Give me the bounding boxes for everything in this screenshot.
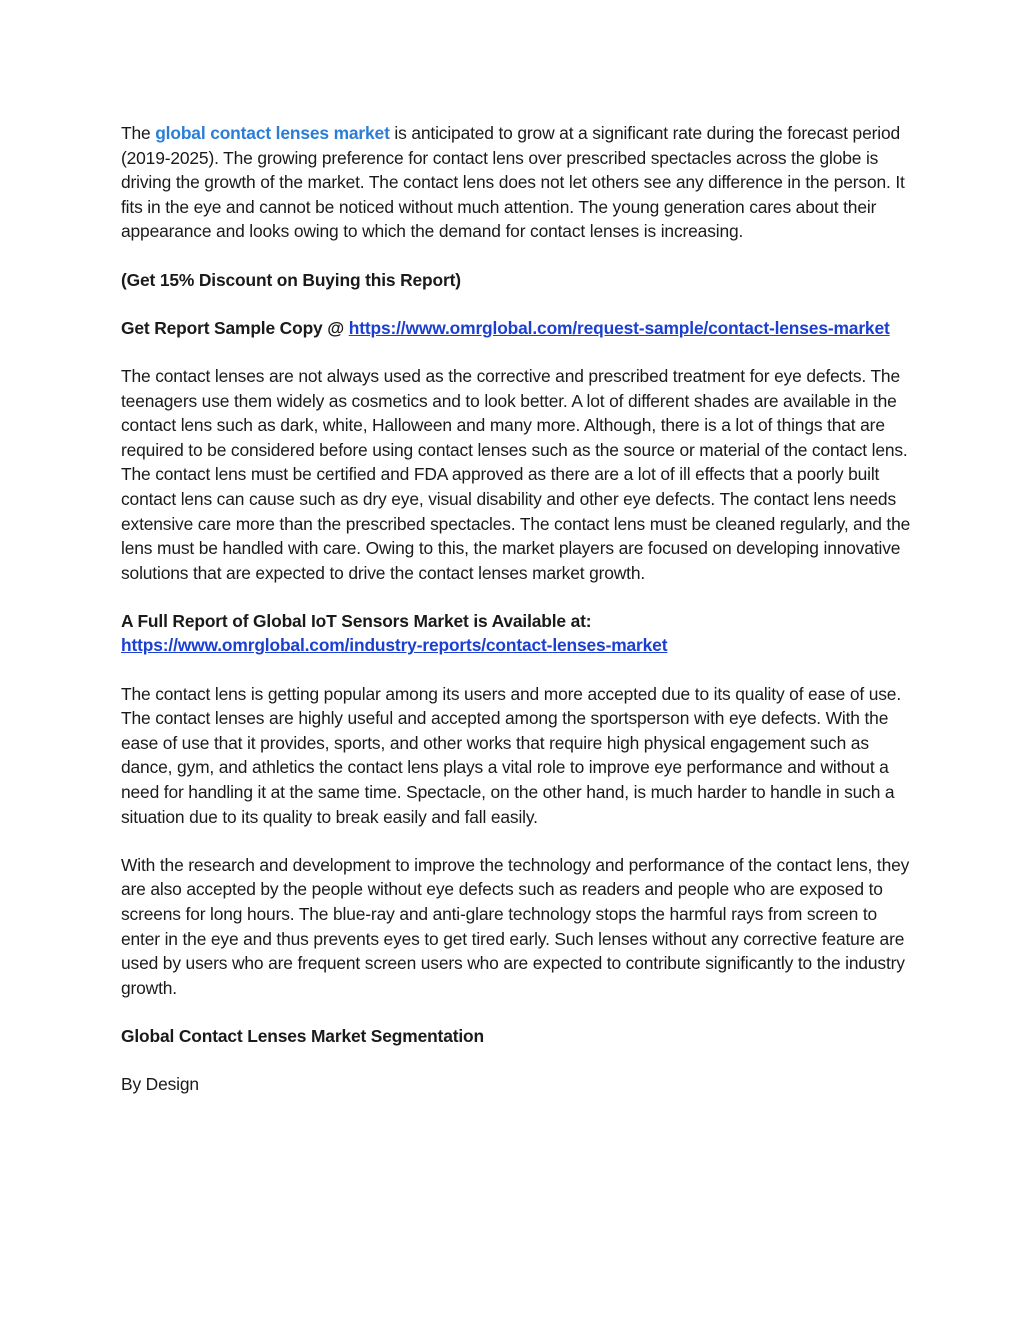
full-report-block [121,609,911,658]
full-report-link[interactable]: https://www.omrglobal.com/industry-reports/contact-lenses-market [121,635,668,656]
sample-copy-link[interactable]: https://www.omrglobal.com/request-sample/contact-lenses-market [348,317,890,338]
discount-text: (Get 15% Discount on Buying this Report) [121,269,461,290]
body-paragraph-4: With the research and development to improve the technology and performance of the contact lens, they are also accepted by the people without eye defects such as readers and people who are exposed to screens for long hours. The blue-ray and anti-glare technology stops the harmful rays from screen to enter in the eye and thus prevents eyes to get tired early. Such lenses without any corrective feature are used by users who are frequent screen users who are expected to contribute significantly to the industry growth. [121,854,910,998]
intro-rest: is anticipated to grow at a significant rate during the forecast period (2019-2025). The growing preference for contact lens over prescribed spectacles across the globe is driving the growth of the market. The contact lens does not let others see any difference in the person. It fits in the eye and cannot be noticed without much attention. The young generation cares about their appearance and looks owing to which the demand for contact lenses is increasing. [121,123,905,242]
intro-lead: The [121,123,156,143]
document-page [121,121,911,1120]
full-report-label: A Full Report of Global IoT Sensors Market is Available at: [121,610,592,631]
body-paragraph-2: The contact lenses are not always used as the corrective and prescribed treatment for eye defects. The teenagers use them widely as cosmetics and to look better. A lot of different shades are available in the contact lens such as dark, white, Halloween and many more. Although, there is a lot of things that are required to be considered before using contact lenses such as the source or material of the contact lens. The contact lens must be certified and FDA approved as there are a lot of ill effects that a poorly built contact lens can cause such as dry eye, visual disability and other eye defects. The contact lens needs extensive care more than the prescribed spectacles. The contact lens must be cleaned regularly, and the lens must be handled with care. Owing to this, the market players are focused on developing innovative solutions that are expected to drive the contact lenses market growth. [121,365,911,583]
sample-copy-line [121,316,911,341]
market-highlight: global contact lenses market [155,123,390,143]
intro-paragraph [121,121,911,244]
body-paragraph-3: The contact lens is getting popular among its users and more accepted due to its quality of ease of use. The contact lenses are highly useful and accepted among the sportsperson with eye defects. With the ease of use that it provides, sports, and other works that require high physical engagement such as dance, gym, and athletics the contact lens plays a vital role to improve eye performance and without a need for handling it at the same time. Spectacle, on the other hand, is much harder to handle in such a situation due to its quality to break easily and fall easily. [121,683,902,827]
by-design-label: By Design [121,1074,199,1095]
sample-copy-label: Get Report Sample Copy @ [121,317,349,338]
segmentation-heading: Global Contact Lenses Market Segmentation [121,1025,484,1046]
